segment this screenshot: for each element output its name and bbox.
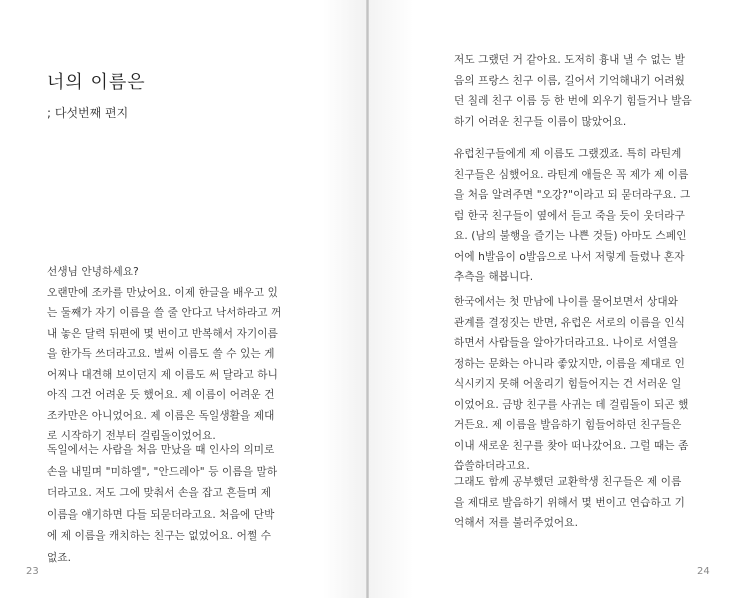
text-line: 음의 프랑스 친구 이름, 길어서 기억해내기 어려웠 (454, 74, 685, 87)
text-line: 아직 그건 어려운 듯 했어요. 제 이름이 어려운 건 (47, 389, 275, 401)
left-paragraph-2 (47, 440, 287, 569)
text-line: 이었어요. 금방 친구를 사귀는 데 걸림돌이 되곤 했 (454, 398, 689, 411)
text-line: 더라고요. 저도 그에 맞춰서 손을 잡고 흔들며 제 (47, 487, 272, 499)
text-line: 을 한가득 쓰더라고요. 벌써 이름도 쓸 수 있는 게 (47, 348, 275, 360)
text-line: 없죠. (47, 551, 72, 564)
text-line: 독일에서는 사람을 처음 만났을 때 인사의 의미로 (47, 444, 275, 456)
chapter-subtitle: ; 다섯번째 편지 (47, 106, 129, 120)
text-line: 씁쓸하더라고요. (454, 460, 530, 472)
text-line: 관계를 결정짓는 반면, 유럽은 서로의 이름을 인식 (454, 316, 685, 329)
text-line: 추측을 해봅니다. (454, 271, 534, 283)
text-line: 거든요. 제 이름을 발음하기 힘들어하던 친구들은 (454, 419, 682, 431)
book-gutter (366, 0, 369, 598)
text-line: 이름을 얘기하면 다들 되묻더라고요. 처음에 단박 (47, 508, 275, 521)
text-line: 이내 새로운 친구를 찾아 떠나갔어요. 그럴 때는 좀 (454, 439, 689, 452)
text-line: 오랜만에 조카를 만났어요. 이제 한글을 배우고 있 (47, 286, 278, 299)
text-line: 조카만은 아니었어요. 제 이름은 독일생활을 제대 (47, 409, 275, 422)
text-line: 을 처음 알려주면 "오강?"이라고 되 묻더라구요. 그 (454, 189, 691, 201)
text-line: 럼 한국 친구들이 옆에서 듣고 죽을 듯이 웃더라구 (454, 209, 685, 222)
text-line: 억해서 저를 불러주었어요. (454, 517, 579, 529)
text-line: 요. (남의 불행을 즐기는 나쁜 것들) 아마도 스페인 (454, 230, 687, 242)
text-line: 식시키지 못해 어울리기 힘들어지는 건 서러운 일 (454, 378, 682, 390)
text-line: 던 칠레 친구 이름 등 한 번에 외우기 힘들거나 발음 (454, 95, 692, 107)
text-line: 저도 그랬던 거 같아요. 도저히 흉내 낼 수 없는 발 (454, 54, 686, 66)
right-paragraph-3 (454, 292, 694, 477)
right-paragraph-4 (454, 472, 694, 534)
page-number-right: 24 (697, 566, 710, 577)
text-line: 한국에서는 첫 만남에 나이를 물어보면서 상대와 (454, 296, 679, 308)
text-line: 친구들은 심했어요. 라틴계 애들은 꼭 제가 제 이름 (454, 168, 689, 181)
text-line: 하면서 사람들을 알아가더라고요. 나이로 서열을 (454, 337, 679, 349)
left-paragraph-1 (47, 262, 287, 447)
text-line: 유럽친구들에게 제 이름도 그랬겠죠. 특히 라틴계 (454, 148, 682, 160)
text-line: 을 제대로 발음하기 위해서 몇 번이고 연습하고 기 (454, 496, 685, 509)
text-line: 에 제 이름을 캐치하는 친구는 없었어요. 어쩔 수 (47, 530, 272, 542)
chapter-title: 너의 이름은 (47, 72, 146, 93)
text-line: 선생님 안녕하세요? (47, 266, 139, 278)
right-paragraph-2 (454, 144, 694, 288)
text-line: 내 놓은 달력 뒤편에 몇 번이고 반복해서 자기이름 (47, 327, 278, 340)
text-line: 로 시작하기 전부터 걸림돌이었어요. (47, 430, 216, 442)
text-line: 손을 내밀며 "미하엘", "안드레아" 등 이름을 말하 (47, 465, 278, 478)
text-line: 어에 h발음이 o발음으로 나서 저렇게 들렸나 혼자 (454, 250, 685, 263)
text-line: 정하는 문화는 아니라 좋았지만, 이름을 제대로 인 (454, 357, 685, 370)
right-paragraph-1 (454, 50, 694, 132)
page-number-left: 23 (26, 566, 39, 577)
text-line: 는 둘째가 자기 이름을 쓸 줄 안다고 낙서하라고 꺼 (47, 307, 282, 319)
text-line: 그래도 함께 공부했던 교환학생 친구들은 제 이름 (454, 476, 682, 488)
text-line: 어찌나 대견해 보이던지 제 이름도 써 달라고 하니 (47, 368, 278, 381)
text-line: 하기 어려운 친구들 이름이 많았어요. (454, 115, 627, 128)
